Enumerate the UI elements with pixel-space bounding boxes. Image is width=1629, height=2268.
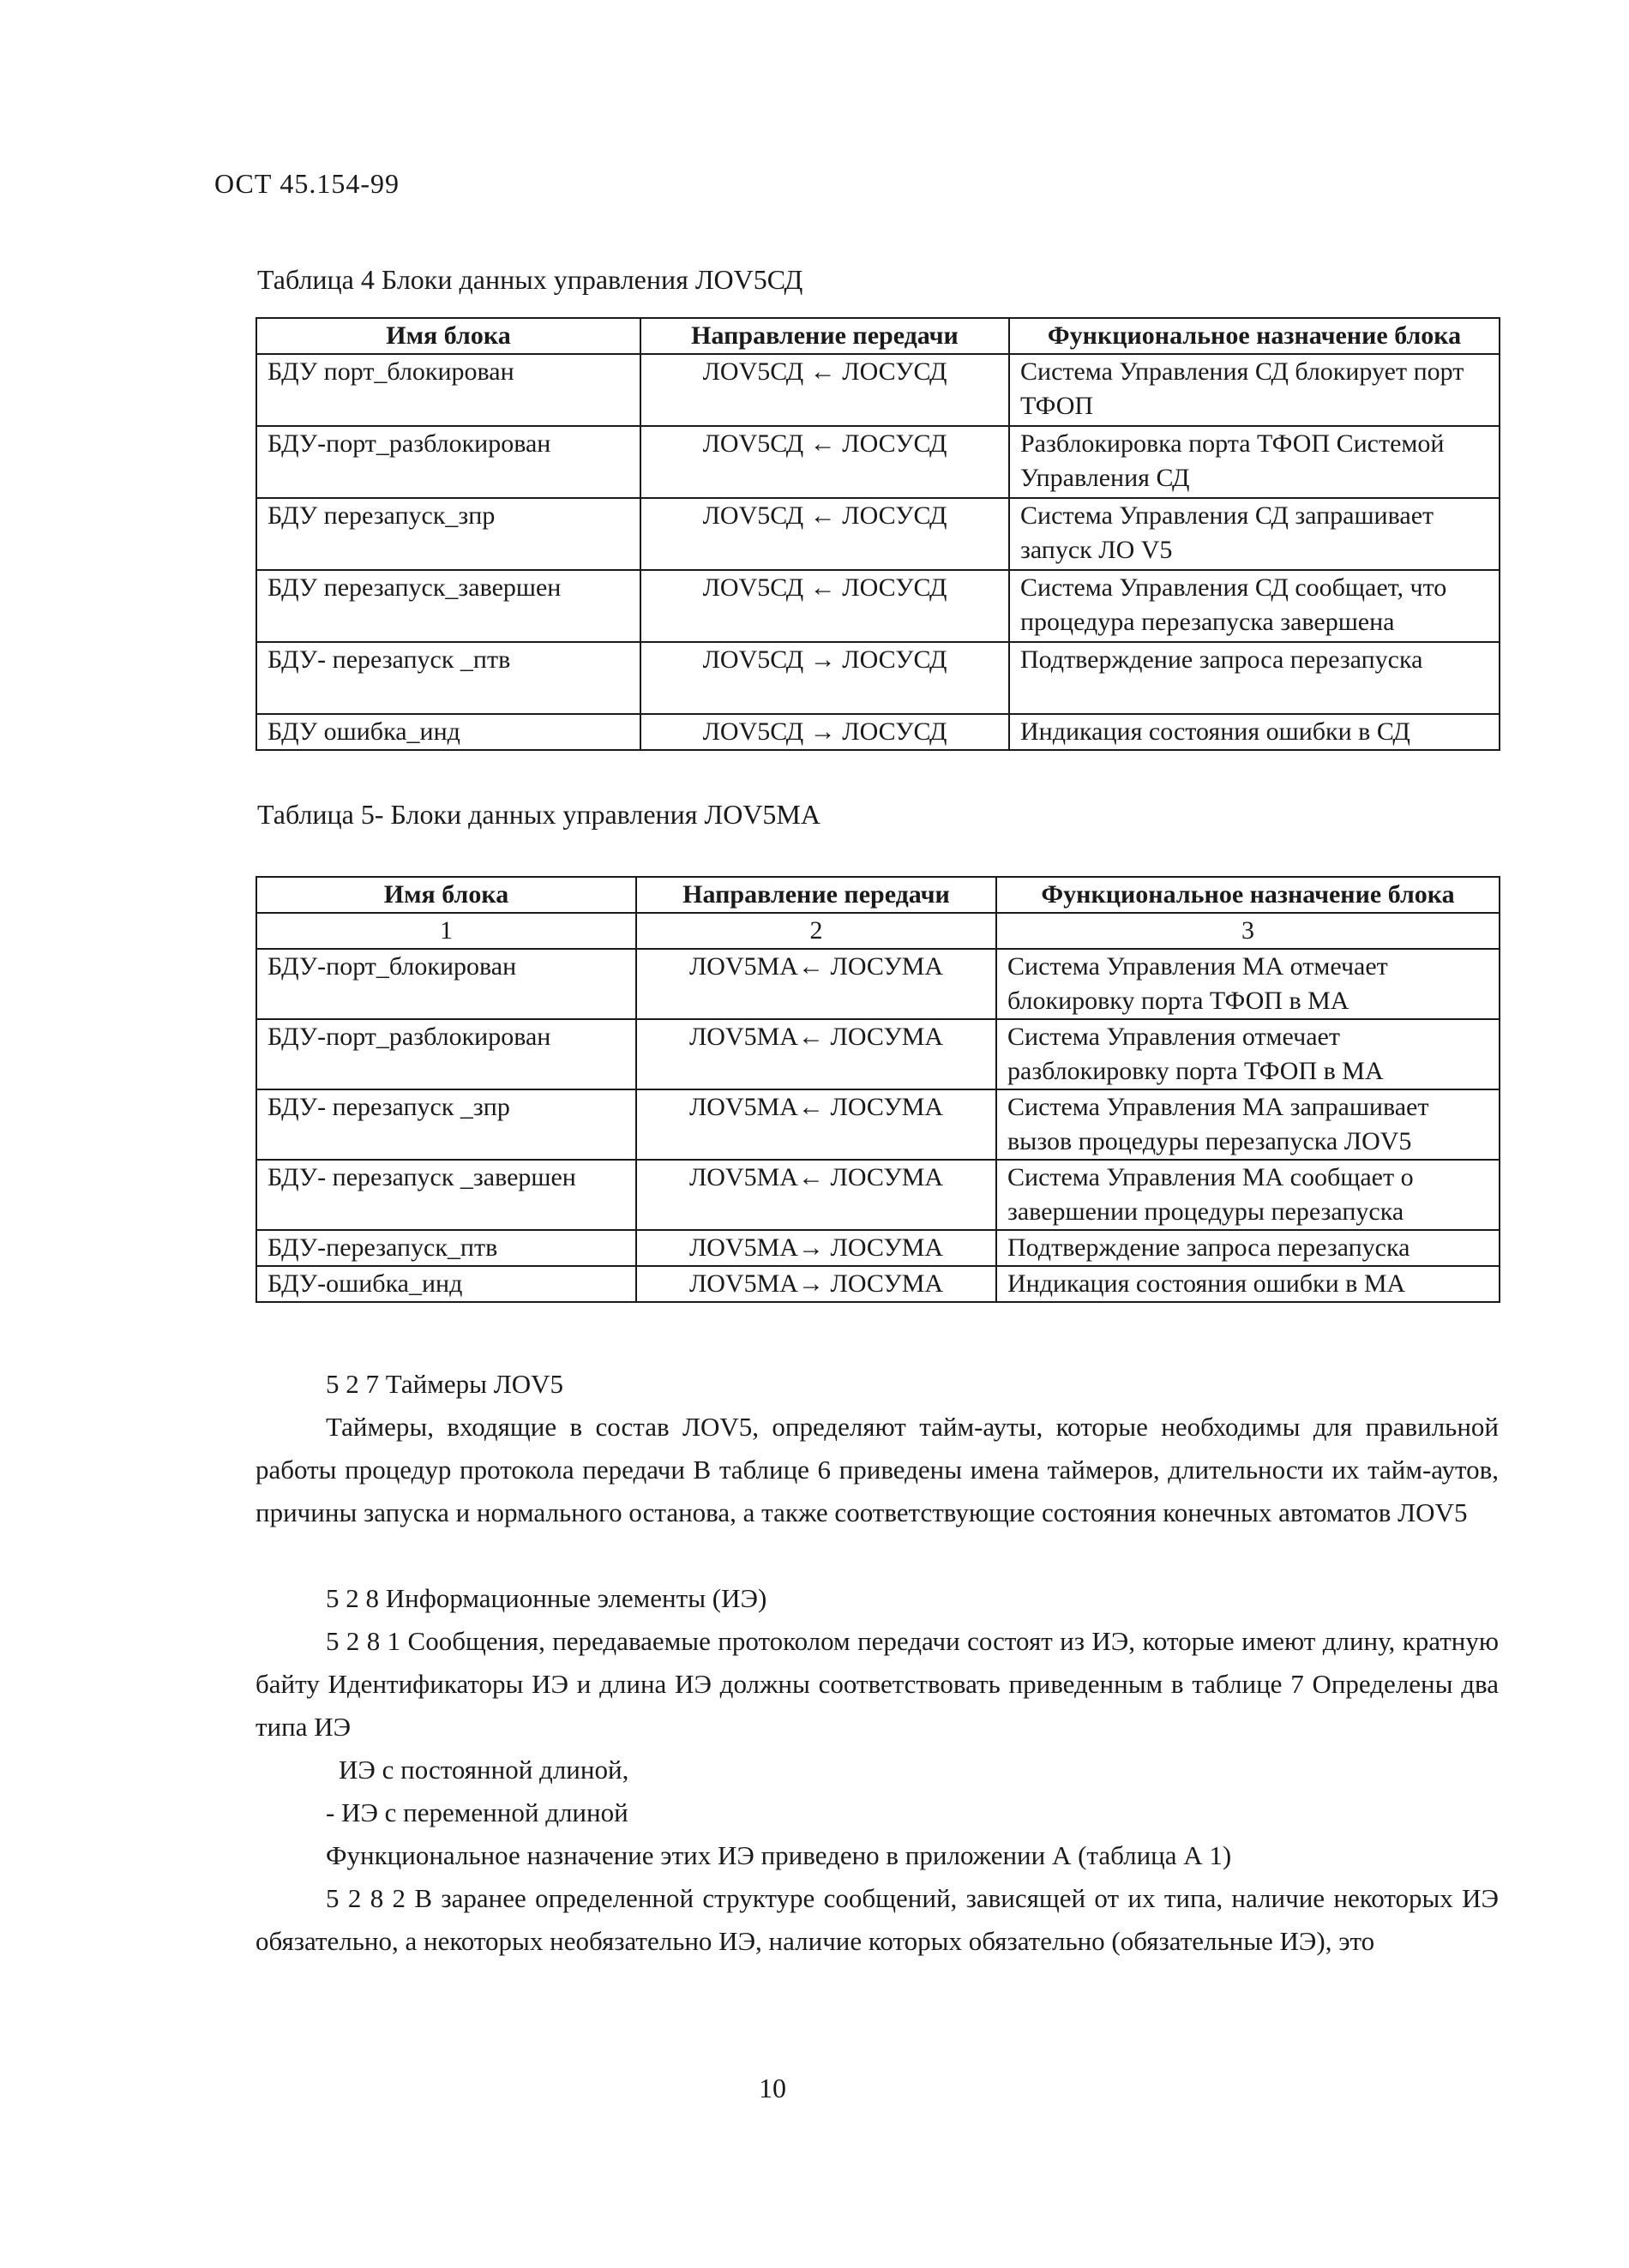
table5-number-row xyxy=(256,913,1500,949)
column-number: 2 xyxy=(636,913,996,949)
table-cell: Система Управления МА отмечает блокировку порта ТФОП в МА xyxy=(996,949,1500,1019)
table5 xyxy=(255,876,1500,1303)
table-row xyxy=(256,714,1500,750)
table-row xyxy=(256,570,1500,642)
table-cell: ЛОV5СД → ЛОСУСД xyxy=(640,714,1009,750)
table-cell: Система Управления СД запрашивает запуск ЛО V5 xyxy=(1009,498,1500,570)
table5-header-direction: Направление передачи xyxy=(636,877,996,913)
list-item-variable-length: - ИЭ с переменной длиной xyxy=(326,1797,628,1827)
table-cell: ЛОV5МА→ ЛОСУМА xyxy=(636,1266,996,1302)
table5-header-row xyxy=(256,877,1500,913)
table-row xyxy=(256,1160,1500,1230)
table-cell: БДУ-порт_разблокирован xyxy=(256,1019,636,1089)
table5-header-name: Имя блока xyxy=(256,877,636,913)
table-row xyxy=(256,949,1500,1019)
table-cell: Система Управления МА запрашивает вызов процедуры перезапуска ЛОV5 xyxy=(996,1089,1500,1160)
section-5-2-8-title: 5 2 8 Информационные элементы (ИЭ) xyxy=(326,1583,767,1613)
table-cell: ЛОV5СД ← ЛОСУСД xyxy=(640,570,1009,642)
table-cell: БДУ-перезапуск_птв xyxy=(256,1230,636,1266)
table-cell: ЛОV5МА→ ЛОСУМА xyxy=(636,1230,996,1266)
table-cell: БДУ- перезапуск _зпр xyxy=(256,1089,636,1160)
table-cell: БДУ ошибка_инд xyxy=(256,714,640,750)
table-row xyxy=(256,1089,1500,1160)
table-cell: БДУ- перезапуск _птв xyxy=(256,642,640,714)
table-cell: Система Управления МА сообщает о завершении процедуры перезапуска xyxy=(996,1160,1500,1230)
table-cell: Разблокировка порта ТФОП Системой Управления СД xyxy=(1009,426,1500,498)
table-cell: БДУ перезапуск_зпр xyxy=(256,498,640,570)
functional-purpose-text: Функциональное назначение этих ИЭ приведено в приложении А (таблица А 1) xyxy=(326,1840,1232,1870)
table-row xyxy=(256,354,1500,426)
table-row xyxy=(256,426,1500,498)
section-5-2-7-text: Таймеры, входящие в состав ЛОV5, определяют тайм-ауты, которые необходимы для правильной работы процедур протокола передачи В таблице 6 приведены имена таймеров, длительности их тайм-аутов, причины запуска и нормального останова, а также соответствующие состояния конечных автоматов ЛОV5 xyxy=(255,1412,1499,1527)
table-cell: Индикация состояния ошибки в МА xyxy=(996,1266,1500,1302)
table-cell: ЛОV5СД ← ЛОСУСД xyxy=(640,354,1009,426)
table-cell: Подтверждение запроса перезапуска xyxy=(1009,642,1500,714)
table-cell: ЛОV5МА← ЛОСУМА xyxy=(636,1160,996,1230)
page-number: 10 xyxy=(759,2073,786,2103)
table-row xyxy=(256,1230,1500,1266)
column-number: 1 xyxy=(256,913,636,949)
table-cell: БДУ- перезапуск _завершен xyxy=(256,1160,636,1230)
list-item-constant-length: ИЭ с постоянной длиной, xyxy=(339,1755,629,1785)
table-cell: ЛОV5СД ← ЛОСУСД xyxy=(640,426,1009,498)
table-cell: ЛОV5МА← ЛОСУМА xyxy=(636,1089,996,1160)
document-code-header: ОСТ 45.154-99 xyxy=(214,168,400,199)
table-cell: Система Управления СД блокирует порт ТФОП xyxy=(1009,354,1500,426)
section-5-2-8-1-text: 5 2 8 1 Сообщения, передаваемые протоколом передачи состоят из ИЭ, которые имеют длину, кратную байту Идентификаторы ИЭ и длина ИЭ должны соответствовать приведенным в таблице 7 Определены два типа ИЭ xyxy=(255,1626,1499,1742)
table-cell: Система Управления СД сообщает, что процедура перезапуска завершена xyxy=(1009,570,1500,642)
table5-header-function: Функциональное назначение блока xyxy=(996,877,1500,913)
table-cell: БДУ-порт_разблокирован xyxy=(256,426,640,498)
table-cell: БДУ перезапуск_завершен xyxy=(256,570,640,642)
table4-caption: Таблица 4 Блоки данных управления ЛОV5СД xyxy=(257,264,803,295)
table-row xyxy=(256,642,1500,714)
table4 xyxy=(255,317,1500,751)
table4-header-row xyxy=(256,318,1500,354)
table-cell: ЛОV5СД ← ЛОСУСД xyxy=(640,498,1009,570)
table-row xyxy=(256,1019,1500,1089)
table-cell: ЛОV5МА← ЛОСУМА xyxy=(636,949,996,1019)
section-5-2-8-2-text: 5 2 8 2 В заранее определенной структуре сообщений, зависящей от их типа, наличие некоторых ИЭ обязательно, а некоторых необязательно ИЭ, наличие которых обязательно (обязательные ИЭ), это xyxy=(255,1883,1499,1956)
column-number: 3 xyxy=(996,913,1500,949)
table4-header-name: Имя блока xyxy=(256,318,640,354)
table-cell: ЛОV5СД → ЛОСУСД xyxy=(640,642,1009,714)
table-cell: БДУ-ошибка_инд xyxy=(256,1266,636,1302)
table-cell: ЛОV5МА← ЛОСУМА xyxy=(636,1019,996,1089)
table-row xyxy=(256,1266,1500,1302)
table4-header-direction: Направление передачи xyxy=(640,318,1009,354)
table5-caption: Таблица 5- Блоки данных управления ЛОV5МА xyxy=(257,799,821,830)
section-5-2-7-title: 5 2 7 Таймеры ЛОV5 xyxy=(326,1369,564,1399)
table-cell: Подтверждение запроса перезапуска xyxy=(996,1230,1500,1266)
table-cell: БДУ-порт_блокирован xyxy=(256,949,636,1019)
table4-header-function: Функциональное назначение блока xyxy=(1009,318,1500,354)
table-row xyxy=(256,498,1500,570)
table-cell: Система Управления отмечает разблокировку порта ТФОП в МА xyxy=(996,1019,1500,1089)
table-cell: БДУ порт_блокирован xyxy=(256,354,640,426)
table-cell: Индикация состояния ошибки в СД xyxy=(1009,714,1500,750)
